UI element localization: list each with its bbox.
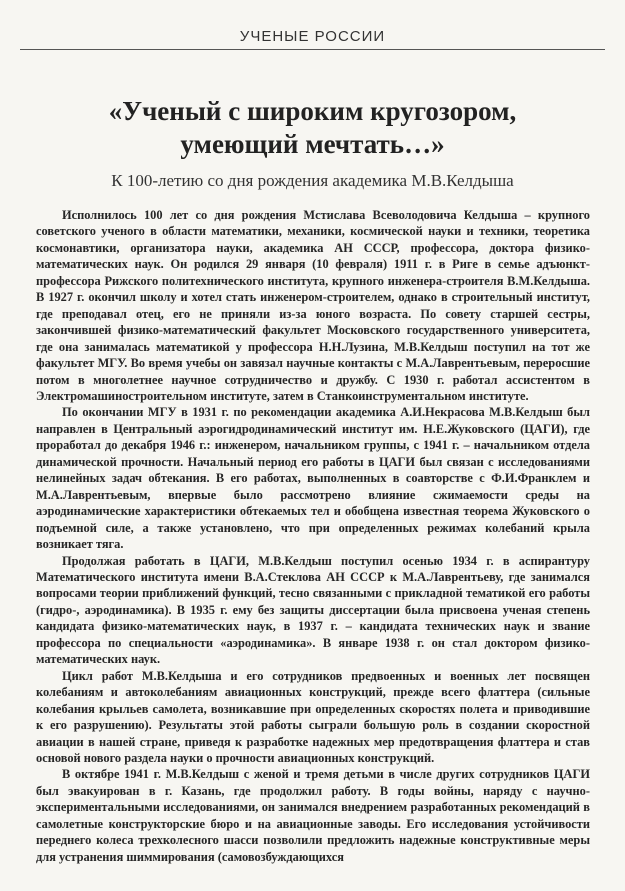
article-title — [30, 95, 595, 161]
article-body — [36, 207, 590, 865]
article-title-line-2: умеющий мечтать…» — [180, 129, 445, 159]
paragraph: Исполнилось 100 лет со дня рождения Мстислава Всеволодовича Келдыша – крупного советского ученого в области математики, механики, космической науки и техники, теоретика космонавтики, организатора науки, академика АН СССР, профессора, доктора физико-математических наук. Он родился 29 января (10 февраля) 1911 г. в Риге в семье адъюнкт-профессора Рижского политехнического института, крупного инженера-строителя В.М.Келдыша. В 1927 г. окончил школу и хотел стать инженером-строителем, однако в строительный институт, где преподавал отец, его не приняли из-за юного возраста. По совету старшей сестры, закончившей физико-математический факультет Московского государственного университета, где она занималась математикой у профессора Н.Н.Лузина, М.В.Келдыш поступил на тот же факультет МГУ. Во время учебы он завязал научные контакты с М.А.Лаврентьевым, переросшие потом в многолетнее научное сотрудничество и дружбу. С 1930 г. работал ассистентом в Электромашиностроительном институте, затем в Станкоинструментальном институте. — [36, 208, 590, 403]
article-subtitle: К 100-летию со дня рождения академика М.В.Келдыша — [111, 171, 514, 190]
article-title-line-1: «Ученый с широким кругозором, — [108, 96, 517, 126]
running-header: УЧЕНЫЕ РОССИИ — [239, 28, 386, 45]
paragraph: В октябре 1941 г. М.В.Келдыш с женой и тремя детьми в числе других сотрудников ЦАГИ был эвакуирован в г. Казань, где продолжил работу. В годы войны, наряду с научно-экспериментальными исследованиями, он занимался внедрением разработанных рекомендаций в самолетные конструкторские бюро и на авиационные заводы. Его исследования устойчивости переднего колеса трехколесного шасси позволили предложить надежные конструктивные меры для устранения шиммирования (самовозбуждающихся — [36, 767, 590, 864]
paragraph: Продолжая работать в ЦАГИ, М.В.Келдыш поступил осенью 1934 г. в аспирантуру Математического института имени В.А.Стеклова АН СССР к М.А.Лаврентьеву, где занимался вопросами теории приближений функций, тесно связанными с прикладной тематикой его работы (гидро-, аэродинамика). В 1935 г. ему без защиты диссертации была присвоена ученая степень кандидата физико-математических наук, в 1937 г. – кандидата технических наук и звание профессора по специальности «аэродинамика». В январе 1938 г. он стал доктором физико-математических наук. — [36, 553, 590, 667]
header-rule — [20, 49, 605, 50]
paragraph: По окончании МГУ в 1931 г. по рекомендации академика А.И.Некрасова М.В.Келдыш был направлен в Центральный аэрогидродинамический институт им. Н.Е.Жуковского (ЦАГИ), где проработал до декабря 1946 г.: инженером, начальником группы, с 1941 г. – начальником отдела динамической прочности. Начальный период его работы в ЦАГИ был связан с исследованиями нелинейных задач обтекания. В его работах, выполненных в соавторстве с Ф.И.Франклем и М.А.Лаврентьевым, впервые было рассмотрено влияние сжимаемости среды на аэродинамические характеристики обтекаемых тел и обобщена известная теорема Жуковского о подъемной силе, а также установлено, что при определенных режимах колебаний крыла возникает тяга. — [36, 405, 590, 552]
paragraph: Цикл работ М.В.Келдыша и его сотрудников предвоенных и военных лет посвящен колебаниям и автоколебаниям авиационных конструкций, прежде всего флаттера (сильные колебания крыльев самолета, возникавшие при определенных скоростях полета и приводившие к его разрушению). Результаты этой работы сыграли большую роль в создании скоростной авиации в нашей стране, приведя к разработке надежных мер предотвращения флаттера и став основой нового раздела науки о прочности авиационных конструкций. — [36, 668, 590, 765]
